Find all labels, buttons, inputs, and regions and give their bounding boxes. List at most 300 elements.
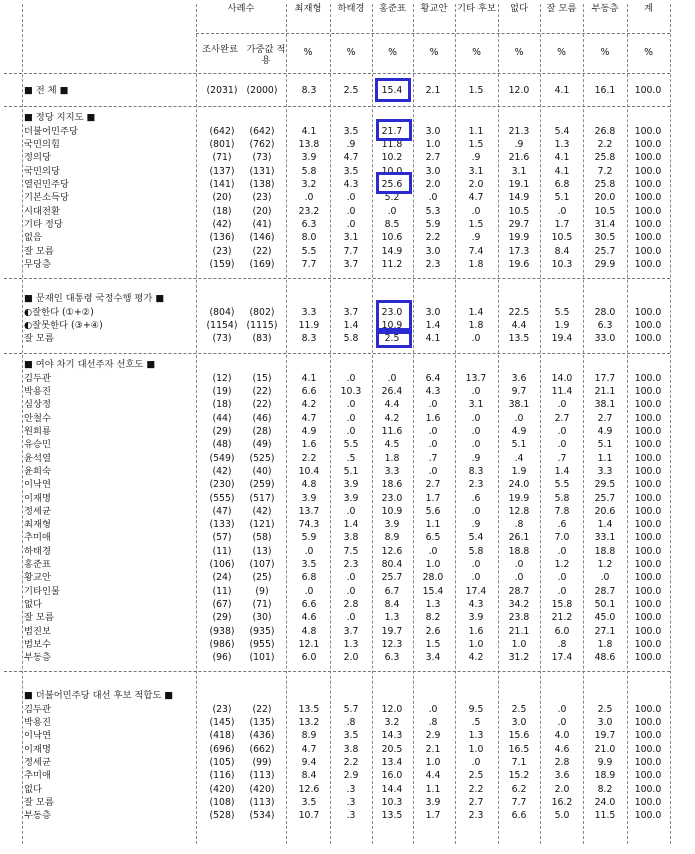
weighted-count: (121) bbox=[249, 519, 275, 531]
value-cell: .0 bbox=[471, 757, 481, 768]
value-cell: 2.0 bbox=[468, 179, 484, 190]
highlight-box bbox=[376, 300, 412, 348]
value-cell: 4.9 bbox=[301, 426, 317, 437]
value-cell: 8.3 bbox=[301, 85, 317, 96]
sample-count: (19) bbox=[212, 386, 232, 398]
value-cell: 1.4 bbox=[425, 320, 441, 332]
value-cell: .0 bbox=[346, 372, 356, 384]
value-cell: .0 bbox=[471, 572, 481, 584]
value-cell: 17.4 bbox=[465, 585, 487, 597]
column-header: 황교안 bbox=[420, 3, 448, 14]
value-cell: 12.1 bbox=[298, 638, 320, 650]
value-cell: 1.7 bbox=[425, 810, 441, 822]
highlight-box bbox=[376, 119, 412, 141]
value-cell: 100.0 bbox=[634, 572, 662, 584]
value-cell: 100.0 bbox=[634, 465, 662, 477]
section-title: ■ 문재인 대통령 국정수행 평가 ■ bbox=[24, 293, 165, 304]
sample-count: (549) bbox=[209, 452, 235, 464]
value-cell: .0 bbox=[471, 426, 481, 437]
value-cell: 100.0 bbox=[634, 426, 662, 437]
row-label: 기본소득당 bbox=[24, 192, 69, 204]
sample-count: (137) bbox=[209, 165, 235, 177]
value-cell: 100.0 bbox=[634, 218, 662, 230]
value-cell: .6 bbox=[557, 519, 567, 531]
value-cell: 21.0 bbox=[594, 743, 616, 755]
value-cell: 1.4 bbox=[343, 320, 359, 332]
row-label-total: ■ 전 체 ■ bbox=[24, 85, 69, 96]
row-label: 부동층 bbox=[24, 810, 51, 822]
value-cell: 100.0 bbox=[634, 757, 662, 768]
value-cell: 3.5 bbox=[301, 796, 317, 808]
row-label: 이재명 bbox=[24, 743, 51, 755]
value-cell: 4.0 bbox=[554, 730, 570, 742]
value-cell: 4.7 bbox=[301, 743, 317, 755]
weighted-count: (642) bbox=[249, 125, 275, 137]
value-cell: 3.9 bbox=[384, 519, 400, 531]
value-cell: 100.0 bbox=[634, 165, 662, 177]
row-label: 박용진 bbox=[24, 717, 51, 729]
value-cell: 1.5 bbox=[468, 218, 484, 230]
value-cell: .0 bbox=[346, 205, 356, 217]
value-cell: 10.0 bbox=[381, 165, 403, 177]
column-rule bbox=[330, 4, 331, 844]
weighted-count: (534) bbox=[249, 810, 275, 822]
value-cell: 100.0 bbox=[634, 612, 662, 624]
value-cell: 17.3 bbox=[508, 245, 530, 257]
value-cell: 100.0 bbox=[634, 625, 662, 637]
weighted-count: (662) bbox=[249, 743, 275, 755]
value-cell: 18.6 bbox=[381, 479, 403, 491]
value-cell: 2.5 bbox=[343, 85, 359, 96]
value-cell: 1.3 bbox=[384, 612, 400, 624]
value-cell: 10.7 bbox=[298, 810, 320, 822]
value-cell: 1.4 bbox=[468, 306, 484, 318]
unit-label: % bbox=[429, 47, 439, 58]
value-cell: .3 bbox=[346, 810, 356, 822]
divider bbox=[4, 73, 670, 74]
row-label: 유승민 bbox=[24, 439, 51, 451]
value-cell: 3.7 bbox=[343, 258, 359, 270]
value-cell: 100.0 bbox=[634, 452, 662, 464]
row-label: ◐잘못한다 (③+④) bbox=[24, 320, 103, 332]
column-rule bbox=[22, 4, 23, 844]
value-cell: 7.5 bbox=[343, 545, 359, 557]
value-cell: 4.6 bbox=[554, 743, 570, 755]
sample-count: (555) bbox=[209, 492, 235, 504]
value-cell: 6.5 bbox=[425, 532, 441, 544]
value-cell: 3.6 bbox=[511, 372, 527, 384]
value-cell: .0 bbox=[557, 572, 567, 584]
row-label: 윤석열 bbox=[24, 452, 51, 464]
value-cell: 5.3 bbox=[425, 205, 441, 217]
value-cell: 100.0 bbox=[634, 519, 662, 531]
value-cell: 2.9 bbox=[425, 730, 441, 742]
value-cell: 100.0 bbox=[634, 638, 662, 650]
sample-count: (106) bbox=[209, 559, 235, 570]
value-cell: 3.0 bbox=[425, 306, 441, 318]
row-label: 기타 정당 bbox=[24, 218, 63, 230]
sample-count: (2031) bbox=[206, 85, 238, 96]
value-cell: 16.2 bbox=[551, 796, 573, 808]
value-cell: .0 bbox=[428, 465, 438, 477]
sample-count: (116) bbox=[209, 770, 235, 782]
value-cell: 18.8 bbox=[508, 545, 530, 557]
value-cell: 1.3 bbox=[468, 730, 484, 742]
value-cell: 100.0 bbox=[634, 585, 662, 597]
value-cell: 3.5 bbox=[301, 559, 317, 570]
header-sample-done: 조사완료 bbox=[202, 44, 238, 55]
value-cell: 25.7 bbox=[594, 492, 616, 504]
value-cell: 28.0 bbox=[422, 572, 444, 584]
value-cell: 100.0 bbox=[634, 545, 662, 557]
value-cell: 13.5 bbox=[298, 703, 320, 715]
value-cell: 14.9 bbox=[381, 245, 403, 257]
value-cell: 1.2 bbox=[554, 559, 570, 570]
weighted-count: (138) bbox=[249, 179, 275, 190]
value-cell: 6.3 bbox=[384, 652, 400, 664]
value-cell: 100.0 bbox=[634, 333, 662, 345]
value-cell: 7.0 bbox=[554, 532, 570, 544]
value-cell: 12.0 bbox=[508, 85, 530, 96]
value-cell: 100.0 bbox=[634, 412, 662, 424]
sample-count: (11) bbox=[212, 585, 232, 597]
value-cell: 10.5 bbox=[508, 205, 530, 217]
value-cell: 100.0 bbox=[634, 770, 662, 782]
value-cell: .5 bbox=[346, 452, 356, 464]
value-cell: 3.3 bbox=[384, 465, 400, 477]
value-cell: 74.3 bbox=[298, 519, 320, 531]
value-cell: 29.5 bbox=[594, 479, 616, 491]
weighted-count: (49) bbox=[252, 439, 272, 451]
value-cell: 22.5 bbox=[508, 306, 530, 318]
value-cell: 1.4 bbox=[554, 465, 570, 477]
value-cell: .8 bbox=[428, 717, 438, 729]
row-label: 없다 bbox=[24, 783, 42, 795]
value-cell: 1.3 bbox=[425, 598, 441, 610]
weighted-count: (28) bbox=[252, 426, 272, 437]
value-cell: 4.1 bbox=[554, 85, 570, 96]
value-cell: .0 bbox=[346, 505, 356, 517]
row-label: 원희룡 bbox=[24, 426, 51, 437]
value-cell: 28.7 bbox=[594, 585, 616, 597]
value-cell: 9.5 bbox=[468, 703, 484, 715]
sample-count: (696) bbox=[209, 743, 235, 755]
value-cell: 4.8 bbox=[301, 479, 317, 491]
value-cell: .0 bbox=[346, 192, 356, 204]
weighted-count: (30) bbox=[252, 612, 272, 624]
value-cell: 3.2 bbox=[384, 717, 400, 729]
value-cell: 4.7 bbox=[343, 152, 359, 164]
value-cell: 100.0 bbox=[634, 439, 662, 451]
value-cell: 3.9 bbox=[343, 492, 359, 504]
value-cell: 100.0 bbox=[634, 85, 662, 96]
value-cell: .0 bbox=[471, 439, 481, 451]
value-cell: 19.9 bbox=[508, 492, 530, 504]
value-cell: 5.4 bbox=[554, 125, 570, 137]
value-cell: 29.7 bbox=[508, 218, 530, 230]
value-cell: 1.1 bbox=[597, 452, 613, 464]
weighted-count: (420) bbox=[249, 783, 275, 795]
highlight-box bbox=[376, 172, 412, 194]
value-cell: 34.2 bbox=[508, 598, 530, 610]
column-header: 홍준표 bbox=[379, 3, 406, 14]
value-cell: 10.2 bbox=[381, 152, 403, 164]
value-cell: 3.8 bbox=[343, 743, 359, 755]
value-cell: 5.8 bbox=[468, 545, 484, 557]
value-cell: 6.3 bbox=[301, 218, 317, 230]
value-cell: 2.7 bbox=[554, 412, 570, 424]
value-cell: 2.3 bbox=[425, 258, 441, 270]
value-cell: 100.0 bbox=[634, 598, 662, 610]
sample-count: (230) bbox=[209, 479, 235, 491]
value-cell: 8.3 bbox=[301, 333, 317, 345]
value-cell: 3.7 bbox=[343, 306, 359, 318]
value-cell: 8.4 bbox=[301, 770, 317, 782]
value-cell: 4.4 bbox=[511, 320, 527, 332]
value-cell: 2.3 bbox=[468, 810, 484, 822]
value-cell: 1.6 bbox=[425, 412, 441, 424]
sample-count: (18) bbox=[212, 205, 232, 217]
value-cell: 2.7 bbox=[425, 152, 441, 164]
value-cell: 38.1 bbox=[508, 399, 530, 411]
value-cell: 2.7 bbox=[597, 412, 613, 424]
weighted-count: (517) bbox=[249, 492, 275, 504]
value-cell: 2.0 bbox=[425, 179, 441, 190]
weighted-count: (955) bbox=[249, 638, 275, 650]
value-cell: 21.1 bbox=[594, 386, 616, 398]
value-cell: .6 bbox=[471, 492, 481, 504]
value-cell: 6.3 bbox=[597, 320, 613, 332]
weighted-count: (135) bbox=[249, 717, 275, 729]
row-label: 무당층 bbox=[24, 258, 51, 270]
sample-count: (67) bbox=[212, 598, 232, 610]
divider bbox=[4, 278, 670, 279]
value-cell: 19.7 bbox=[381, 625, 403, 637]
weighted-count: (13) bbox=[252, 545, 272, 557]
sample-count: (133) bbox=[209, 519, 235, 531]
sample-count: (23) bbox=[212, 703, 232, 715]
sample-count: (11) bbox=[212, 545, 232, 557]
value-cell: 3.3 bbox=[301, 306, 317, 318]
value-cell: .0 bbox=[346, 612, 356, 624]
value-cell: 7.7 bbox=[301, 258, 317, 270]
column-header: 계 bbox=[644, 3, 653, 14]
value-cell: 2.2 bbox=[301, 452, 317, 464]
value-cell: .9 bbox=[471, 519, 481, 531]
value-cell: 10.5 bbox=[594, 205, 616, 217]
value-cell: 3.0 bbox=[425, 245, 441, 257]
value-cell: 1.0 bbox=[425, 757, 441, 768]
value-cell: 1.7 bbox=[425, 492, 441, 504]
weighted-count: (107) bbox=[249, 559, 275, 570]
row-label: 없음 bbox=[24, 232, 42, 244]
value-cell: 2.7 bbox=[468, 796, 484, 808]
weighted-count: (1115) bbox=[246, 320, 278, 332]
column-rule bbox=[540, 4, 541, 844]
value-cell: 1.4 bbox=[343, 519, 359, 531]
row-label: 심상정 bbox=[24, 399, 51, 411]
value-cell: 10.3 bbox=[340, 386, 362, 398]
column-header: 최재형 bbox=[294, 3, 322, 14]
value-cell: 5.8 bbox=[343, 333, 359, 345]
weighted-count: (40) bbox=[252, 465, 272, 477]
row-label: 범보수 bbox=[24, 638, 51, 650]
sample-count: (986) bbox=[209, 638, 235, 650]
value-cell: 100.0 bbox=[634, 152, 662, 164]
value-cell: 5.6 bbox=[425, 505, 441, 517]
value-cell: 2.2 bbox=[468, 783, 484, 795]
value-cell: 1.0 bbox=[468, 638, 484, 650]
value-cell: 28.0 bbox=[594, 306, 616, 318]
row-label: 최재형 bbox=[24, 519, 51, 531]
row-label: 추미애 bbox=[24, 770, 51, 782]
value-cell: 10.9 bbox=[381, 320, 403, 332]
sample-count: (48) bbox=[212, 439, 232, 451]
value-cell: 2.8 bbox=[343, 598, 359, 610]
value-cell: 3.1 bbox=[468, 399, 484, 411]
weighted-count: (73) bbox=[252, 152, 272, 164]
value-cell: 2.6 bbox=[425, 625, 441, 637]
value-cell: .0 bbox=[471, 333, 481, 345]
value-cell: 6.6 bbox=[301, 386, 317, 398]
value-cell: 7.7 bbox=[343, 245, 359, 257]
value-cell: 20.5 bbox=[381, 743, 403, 755]
value-cell: 30.5 bbox=[594, 232, 616, 244]
value-cell: 48.6 bbox=[594, 652, 616, 664]
weighted-count: (525) bbox=[249, 452, 275, 464]
value-cell: 6.4 bbox=[425, 372, 441, 384]
weighted-count: (22) bbox=[252, 245, 272, 257]
value-cell: 3.4 bbox=[425, 652, 441, 664]
value-cell: 6.7 bbox=[384, 585, 400, 597]
weighted-count: (146) bbox=[249, 232, 275, 244]
value-cell: 10.3 bbox=[381, 796, 403, 808]
value-cell: 6.8 bbox=[301, 572, 317, 584]
value-cell: 4.1 bbox=[301, 125, 317, 137]
value-cell: 18.9 bbox=[594, 770, 616, 782]
row-label: 잘 모름 bbox=[24, 612, 54, 624]
value-cell: 6.2 bbox=[511, 783, 527, 795]
value-cell: 13.5 bbox=[508, 333, 530, 345]
value-cell: 4.6 bbox=[301, 612, 317, 624]
value-cell: 8.3 bbox=[468, 465, 484, 477]
value-cell: 10.3 bbox=[551, 258, 573, 270]
weighted-count: (46) bbox=[252, 412, 272, 424]
value-cell: 16.5 bbox=[508, 743, 530, 755]
value-cell: 12.8 bbox=[508, 505, 530, 517]
value-cell: 5.1 bbox=[554, 192, 570, 204]
value-cell: 100.0 bbox=[634, 192, 662, 204]
value-cell: 11.2 bbox=[381, 258, 403, 270]
sample-count: (145) bbox=[209, 717, 235, 729]
sample-count: (136) bbox=[209, 232, 235, 244]
value-cell: 9.9 bbox=[597, 757, 613, 768]
value-cell: 3.9 bbox=[301, 152, 317, 164]
value-cell: 4.4 bbox=[384, 399, 400, 411]
value-cell: .0 bbox=[557, 439, 567, 451]
value-cell: 1.1 bbox=[425, 783, 441, 795]
value-cell: 19.4 bbox=[551, 333, 573, 345]
value-cell: 11.8 bbox=[381, 139, 403, 151]
unit-label: % bbox=[644, 47, 653, 58]
value-cell: 20.0 bbox=[594, 192, 616, 204]
value-cell: 1.2 bbox=[597, 559, 613, 570]
unit-label: % bbox=[557, 47, 566, 58]
row-label: 이낙연 bbox=[24, 479, 51, 491]
value-cell: .0 bbox=[428, 192, 438, 204]
value-cell: 8.0 bbox=[301, 232, 317, 244]
value-cell: 1.6 bbox=[301, 439, 317, 451]
value-cell: 3.8 bbox=[343, 532, 359, 544]
value-cell: 1.1 bbox=[425, 519, 441, 531]
value-cell: 23.2 bbox=[298, 205, 320, 217]
value-cell: 1.8 bbox=[597, 638, 613, 650]
value-cell: 4.1 bbox=[554, 152, 570, 164]
sample-count: (141) bbox=[209, 179, 235, 190]
row-label: 더불어민주당 bbox=[24, 125, 78, 137]
divider bbox=[4, 106, 670, 107]
sample-count: (47) bbox=[212, 505, 232, 517]
sample-count: (73) bbox=[212, 333, 232, 345]
weighted-count: (22) bbox=[252, 386, 272, 398]
row-label: 잘 모름 bbox=[24, 245, 54, 257]
sample-count: (42) bbox=[212, 218, 232, 230]
value-cell: .0 bbox=[346, 572, 356, 584]
value-cell: 5.1 bbox=[511, 439, 527, 451]
sample-count: (57) bbox=[212, 532, 232, 544]
value-cell: 8.2 bbox=[425, 612, 441, 624]
value-cell: 4.2 bbox=[301, 399, 317, 411]
value-cell: 13.8 bbox=[298, 139, 320, 151]
value-cell: 5.0 bbox=[554, 810, 570, 822]
value-cell: 8.9 bbox=[301, 730, 317, 742]
value-cell: 17.7 bbox=[594, 372, 616, 384]
value-cell: 1.6 bbox=[468, 625, 484, 637]
value-cell: 27.1 bbox=[594, 625, 616, 637]
value-cell: .7 bbox=[428, 452, 438, 464]
value-cell: .0 bbox=[471, 505, 481, 517]
value-cell: 23.0 bbox=[381, 492, 403, 504]
value-cell: 13.2 bbox=[298, 717, 320, 729]
value-cell: 1.0 bbox=[468, 743, 484, 755]
value-cell: 100.0 bbox=[634, 703, 662, 715]
value-cell: 25.8 bbox=[594, 152, 616, 164]
value-cell: 2.5 bbox=[384, 333, 400, 345]
weighted-count: (9) bbox=[255, 585, 269, 597]
column-header: 없다 bbox=[510, 3, 528, 14]
value-cell: 100.0 bbox=[634, 796, 662, 808]
value-cell: 21.1 bbox=[508, 625, 530, 637]
sample-count: (42) bbox=[212, 465, 232, 477]
value-cell: 3.9 bbox=[468, 612, 484, 624]
row-label: 이낙연 bbox=[24, 730, 51, 742]
sample-count: (96) bbox=[212, 652, 232, 664]
value-cell: 2.2 bbox=[597, 139, 613, 151]
value-cell: .0 bbox=[514, 572, 524, 584]
value-cell: 13.4 bbox=[381, 757, 403, 768]
divider bbox=[196, 33, 670, 34]
value-cell: 2.2 bbox=[425, 232, 441, 244]
sample-count: (801) bbox=[209, 139, 235, 151]
value-cell: 10.9 bbox=[381, 505, 403, 517]
sample-count: (528) bbox=[209, 810, 235, 822]
row-label: 홍준표 bbox=[24, 559, 51, 570]
value-cell: 7.1 bbox=[511, 757, 527, 768]
value-cell: 2.0 bbox=[343, 652, 359, 664]
value-cell: 18.8 bbox=[594, 545, 616, 557]
value-cell: 3.1 bbox=[343, 232, 359, 244]
value-cell: 100.0 bbox=[634, 532, 662, 544]
